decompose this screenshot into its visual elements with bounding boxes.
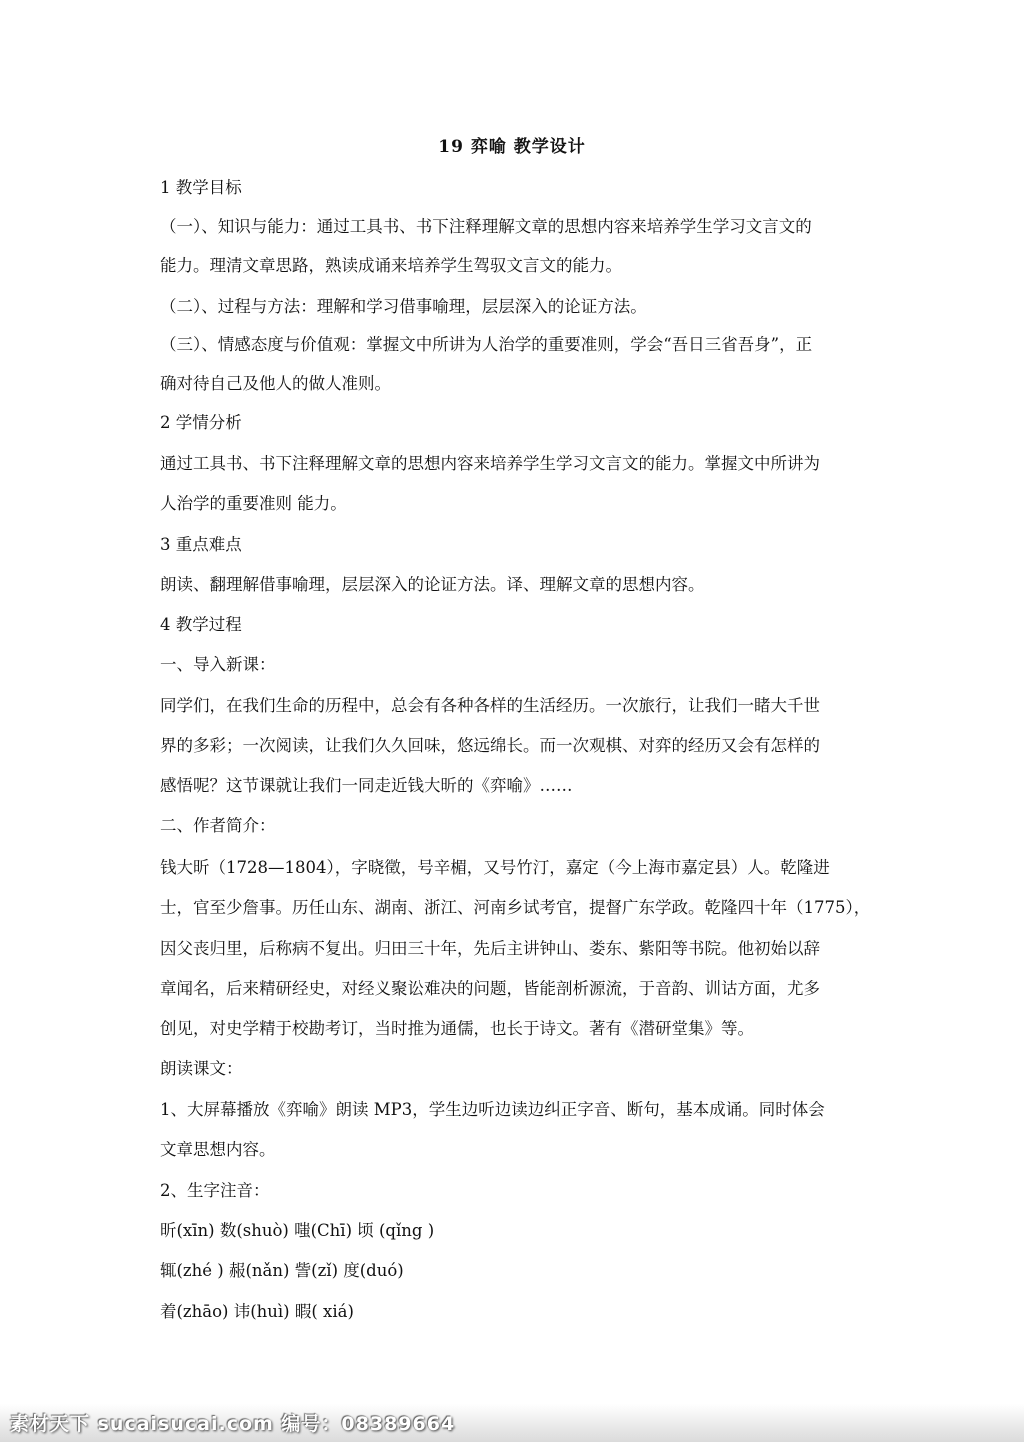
section-heading-analysis: 2 学情分析	[160, 413, 242, 432]
watermark-text: 素材天下 sucaisucai.com 编号：08389664	[10, 1413, 456, 1435]
section-heading-objectives: 1 教学目标	[160, 178, 242, 197]
paragraph-line: 通过工具书、书下注释理解文章的思想内容来培养学生学习文言文的能力。掌握文中所讲为	[160, 454, 820, 473]
paragraph-line: 创见，对史学精于校勘考订，当时推为通儒，也长于诗文。著有《潜研堂集》等。	[160, 1019, 754, 1038]
paragraph-line: （二）、过程与方法：理解和学习借事喻理，层层深入的论证方法。	[160, 297, 647, 316]
section-heading-process: 4 教学过程	[160, 615, 242, 634]
section-heading-key-points: 3 重点难点	[160, 535, 242, 554]
paragraph-line: 因父丧归里，后称病不复出。归田三十年，先后主讲钟山、娄东、紫阳等书院。他初始以辞	[160, 939, 820, 958]
paragraph-line: 1、大屏幕播放《弈喻》朗读 MP3，学生边听边读边纠正字音、断句，基本成诵。同时体会	[160, 1100, 825, 1119]
pinyin-line: 着(zhāo) 讳(huì) 暇( xiá)	[160, 1302, 354, 1321]
paragraph-line: 钱大昕（1728—1804），字晓徵，号辛楣，又号竹汀，嘉定（今上海市嘉定县）人。乾隆进	[160, 858, 830, 877]
paragraph-line: （一）、知识与能力：通过工具书、书下注释理解文章的思想内容来培养学生学习文言文的	[160, 217, 812, 236]
subheading-author: 二、作者简介：	[160, 816, 276, 835]
paragraph-line: 感悟呢？这节课就让我们一同走近钱大昕的《弈喻》……	[160, 776, 573, 795]
paragraph-line: 界的多彩；一次阅读，让我们久久回味，悠远绵长。而一次观棋、对弈的经历又会有怎样的	[160, 736, 820, 755]
pinyin-line: 辄(zhé ) 赧(nǎn) 訾(zǐ) 度(duó)	[160, 1261, 404, 1280]
paragraph-line: 同学们，在我们生命的历程中，总会有各种各样的生活经历。一次旅行，让我们一睹大千世	[160, 696, 820, 715]
paragraph-line: 朗读、翻理解借事喻理，层层深入的论证方法。译、理解文章的思想内容。	[160, 575, 705, 594]
paragraph-line: 人治学的重要准则 能力。	[160, 494, 347, 513]
subheading-reading: 朗读课文：	[160, 1059, 243, 1078]
paragraph-line: 章闻名，后来精研经史，对经义聚讼难决的问题，皆能剖析源流，于音韵、训诂方面，尤多	[160, 979, 820, 998]
watermark-banner	[0, 1404, 1024, 1442]
subheading-intro: 一、导入新课：	[160, 655, 276, 674]
paragraph-line: 确对待自己及他人的做人准则。	[160, 374, 391, 393]
paragraph-line: 能力。理清文章思路，熟读成诵来培养学生驾驭文言文的能力。	[160, 256, 622, 275]
paragraph-line: 文章思想内容。	[160, 1140, 276, 1159]
paragraph-line: 士，官至少詹事。历任山东、湖南、浙江、河南乡试考官，提督广东学政。乾隆四十年（1775），	[160, 898, 871, 917]
document-title: 19 弈喻 教学设计	[438, 137, 586, 157]
paragraph-line: （三）、情感态度与价值观：掌握文中所讲为人治学的重要准则，学会“吾日三省吾身”，正	[160, 335, 813, 354]
subheading-pronunciation: 2、生字注音：	[160, 1181, 270, 1200]
pinyin-line: 昕(xīn) 数(shuò) 嗤(Chī) 顷 (qǐng )	[160, 1221, 435, 1240]
